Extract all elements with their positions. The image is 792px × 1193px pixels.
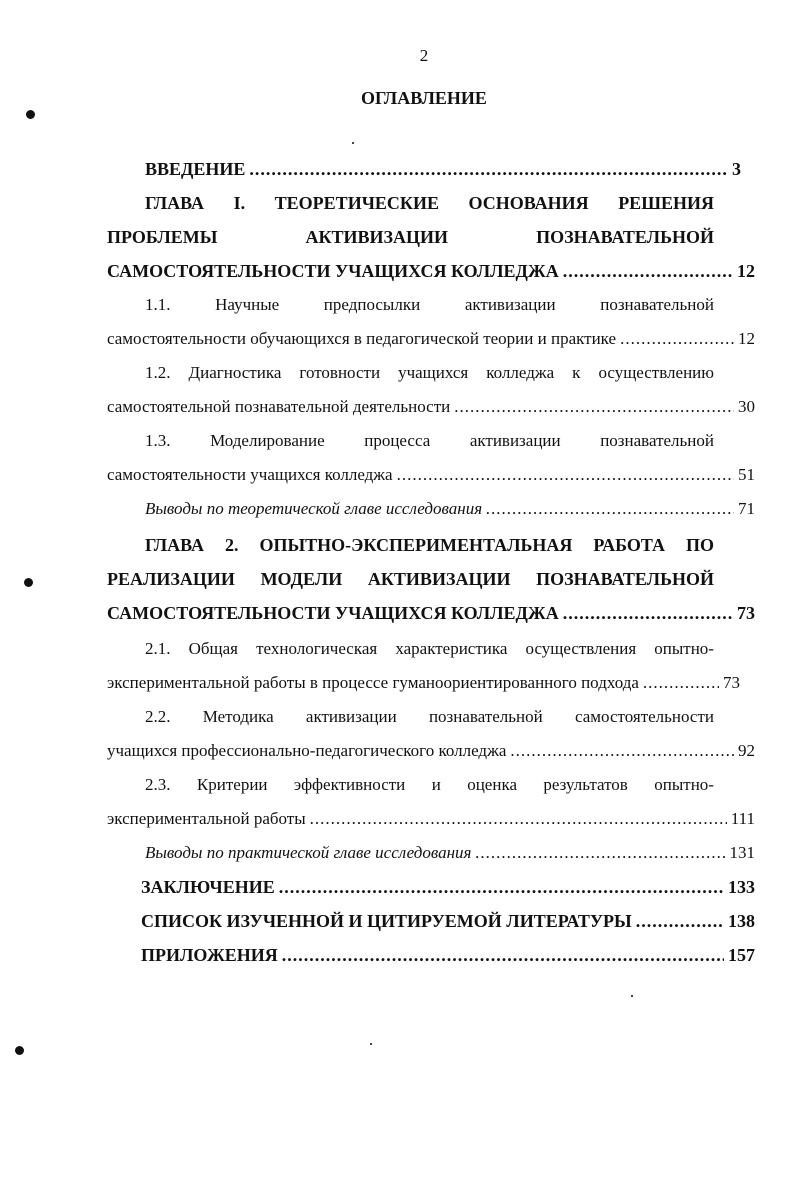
- page-number: 2: [419, 46, 429, 65]
- toc-entry-page: 157: [728, 945, 755, 965]
- word: процесса: [364, 431, 431, 450]
- word: 1.1.: [145, 295, 171, 314]
- toc-chapter1-line1[interactable]: [145, 186, 714, 220]
- word: 2.2.: [145, 707, 171, 726]
- word: Критерии: [196, 775, 268, 794]
- word: самостоятельности: [574, 707, 714, 726]
- punch-hole-mark: [24, 578, 33, 587]
- toc-entry-page: 30: [738, 397, 755, 416]
- word: осуществления: [525, 639, 637, 658]
- toc-heading: ОГЛАВЛЕНИЕ: [361, 88, 487, 108]
- toc-section-2-3-line2[interactable]: [107, 802, 755, 836]
- word: 1.3.: [145, 431, 171, 450]
- word: ГЛАВА: [145, 535, 205, 555]
- word: ПОЗНАВАТЕЛЬНОЙ: [536, 569, 714, 589]
- toc-section-1-3-line1[interactable]: [145, 424, 714, 458]
- toc-section-1-2-line1[interactable]: [145, 356, 714, 390]
- word: оценка: [467, 775, 517, 794]
- word: Методика: [202, 707, 274, 726]
- toc-entry-title: Выводы по теоретической главе исследования: [145, 499, 483, 518]
- toc-section-2-1-line2[interactable]: [107, 666, 740, 700]
- toc-entry-intro[interactable]: [145, 152, 741, 186]
- toc-entry-page: 133: [728, 877, 755, 897]
- word: 1.2.: [145, 363, 171, 382]
- toc-entry-page: 12: [737, 261, 755, 281]
- punch-hole-mark: [26, 110, 35, 119]
- word: эффективности: [293, 775, 406, 794]
- word: Моделирование: [210, 431, 325, 450]
- toc-entry-title: самостоятельной познавательной деятельности: [107, 397, 451, 416]
- word: Диагностика: [188, 363, 282, 382]
- toc-chapter2-line1[interactable]: [145, 528, 714, 562]
- toc-entry-references[interactable]: [141, 904, 755, 938]
- scan-speck: [352, 142, 354, 144]
- toc-entry-title: экспериментальной работы в процессе гуманоориентированного подхода: [107, 673, 639, 692]
- word: активизации: [469, 431, 561, 450]
- leader-dots: [486, 492, 734, 526]
- word: I.: [233, 193, 246, 213]
- leader-dots: [249, 152, 728, 186]
- toc-entry-page: 3: [732, 159, 741, 179]
- toc-entry-title: Выводы по практической главе исследования: [145, 843, 472, 862]
- word: РЕШЕНИЯ: [618, 193, 714, 213]
- toc-entry-page: 73: [723, 673, 740, 692]
- leader-dots: [282, 938, 724, 972]
- leader-dots: [643, 666, 719, 700]
- word: познавательной: [600, 295, 714, 314]
- word: ТЕОРЕТИЧЕСКИЕ: [274, 193, 439, 213]
- toc-section-1-1-line2[interactable]: [107, 322, 755, 356]
- punch-hole-mark: [15, 1046, 24, 1055]
- word: активизации: [305, 707, 397, 726]
- leader-dots: [563, 254, 733, 288]
- toc-entry-page: 12: [738, 329, 755, 348]
- word: РЕАЛИЗАЦИИ: [107, 569, 235, 589]
- word: АКТИВИЗАЦИИ: [305, 227, 449, 247]
- leader-dots: [563, 596, 733, 630]
- toc-entry-title: ЗАКЛЮЧЕНИЕ: [141, 877, 275, 897]
- word: ГЛАВА: [145, 193, 205, 213]
- word: предпосылки: [323, 295, 421, 314]
- toc-entry-title: экспериментальной работы: [107, 809, 306, 828]
- toc-section-2-2-line2[interactable]: [107, 734, 755, 768]
- toc-section-1-2-line2[interactable]: [107, 390, 755, 424]
- word: Научные: [215, 295, 280, 314]
- toc-entry-page: 71: [738, 499, 755, 518]
- toc-section-2-3-line1[interactable]: [145, 768, 714, 802]
- word: и: [431, 775, 441, 794]
- leader-dots: [279, 870, 724, 904]
- word: учащихся: [398, 363, 469, 382]
- toc-entry-title: учащихся профессионально-педагогического колледжа: [107, 741, 507, 760]
- toc-section-1-1-line1[interactable]: [145, 288, 714, 322]
- word: ОПЫТНО-ЭКСПЕРИМЕНТАЛЬНАЯ: [259, 535, 573, 555]
- word: МОДЕЛИ: [260, 569, 343, 589]
- word: познавательной: [600, 431, 714, 450]
- word: РАБОТА: [593, 535, 665, 555]
- word: готовности: [299, 363, 381, 382]
- toc-entry-page: 92: [738, 741, 755, 760]
- leader-dots: [636, 904, 724, 938]
- leader-dots: [475, 836, 725, 870]
- word: характеристика: [395, 639, 508, 658]
- word: опытно-: [654, 775, 714, 794]
- toc-entry-title: самостоятельности обучающихся в педагогической теории и практике: [107, 329, 617, 348]
- word: к: [572, 363, 581, 382]
- word: осуществлению: [598, 363, 714, 382]
- toc-chapter1-line2[interactable]: [107, 220, 714, 254]
- word: 2.3.: [145, 775, 171, 794]
- word: колледжа: [486, 363, 555, 382]
- word: ОСНОВАНИЯ: [468, 193, 589, 213]
- toc-section-2-1-line1[interactable]: [145, 632, 714, 666]
- word: ПО: [685, 535, 714, 555]
- word: ПОЗНАВАТЕЛЬНОЙ: [536, 227, 714, 247]
- word: Общая: [188, 639, 238, 658]
- word: активизации: [464, 295, 556, 314]
- word: АКТИВИЗАЦИИ: [367, 569, 511, 589]
- word: ПРОБЛЕМЫ: [107, 227, 218, 247]
- toc-section-2-2-line1[interactable]: [145, 700, 714, 734]
- toc-entry-title: самостоятельности учащихся колледжа: [107, 465, 393, 484]
- leader-dots: [397, 458, 734, 492]
- toc-entry-page: 51: [738, 465, 755, 484]
- word: технологическая: [256, 639, 378, 658]
- toc-chapter1-line3[interactable]: [107, 254, 755, 288]
- toc-chapter2-line2[interactable]: [107, 562, 714, 596]
- scan-speck: [370, 1043, 372, 1045]
- word: 2.: [225, 535, 239, 555]
- toc-conclusions-1[interactable]: [145, 492, 755, 526]
- toc-entry-title: СПИСОК ИЗУЧЕННОЙ И ЦИТИРУЕМОЙ ЛИТЕРАТУРЫ: [141, 911, 632, 931]
- toc-entry-appendices[interactable]: [141, 938, 755, 972]
- toc-entry-page: 73: [737, 603, 755, 623]
- toc-entry-page: 111: [730, 809, 755, 828]
- toc-entry-title: ВВЕДЕНИЕ: [145, 159, 246, 179]
- leader-dots: [510, 734, 734, 768]
- word: опытно-: [654, 639, 714, 658]
- toc-section-1-3-line2[interactable]: [107, 458, 755, 492]
- toc-entry-conclusion[interactable]: [141, 870, 755, 904]
- toc-conclusions-2[interactable]: [145, 836, 755, 870]
- toc-entry-page: 131: [729, 843, 755, 862]
- leader-dots: [454, 390, 734, 424]
- leader-dots: [620, 322, 734, 356]
- word: результатов: [543, 775, 628, 794]
- toc-chapter2-line3[interactable]: [107, 596, 755, 630]
- toc-entry-page: 138: [728, 911, 755, 931]
- word: познавательной: [428, 707, 543, 726]
- toc-entry-title: САМОСТОЯТЕЛЬНОСТИ УЧАЩИХСЯ КОЛЛЕДЖА: [107, 603, 559, 623]
- scan-speck: [631, 995, 633, 997]
- toc-entry-title: ПРИЛОЖЕНИЯ: [141, 945, 278, 965]
- word: 2.1.: [145, 639, 171, 658]
- leader-dots: [310, 802, 727, 836]
- toc-entry-title: САМОСТОЯТЕЛЬНОСТИ УЧАЩИХСЯ КОЛЛЕДЖА: [107, 261, 559, 281]
